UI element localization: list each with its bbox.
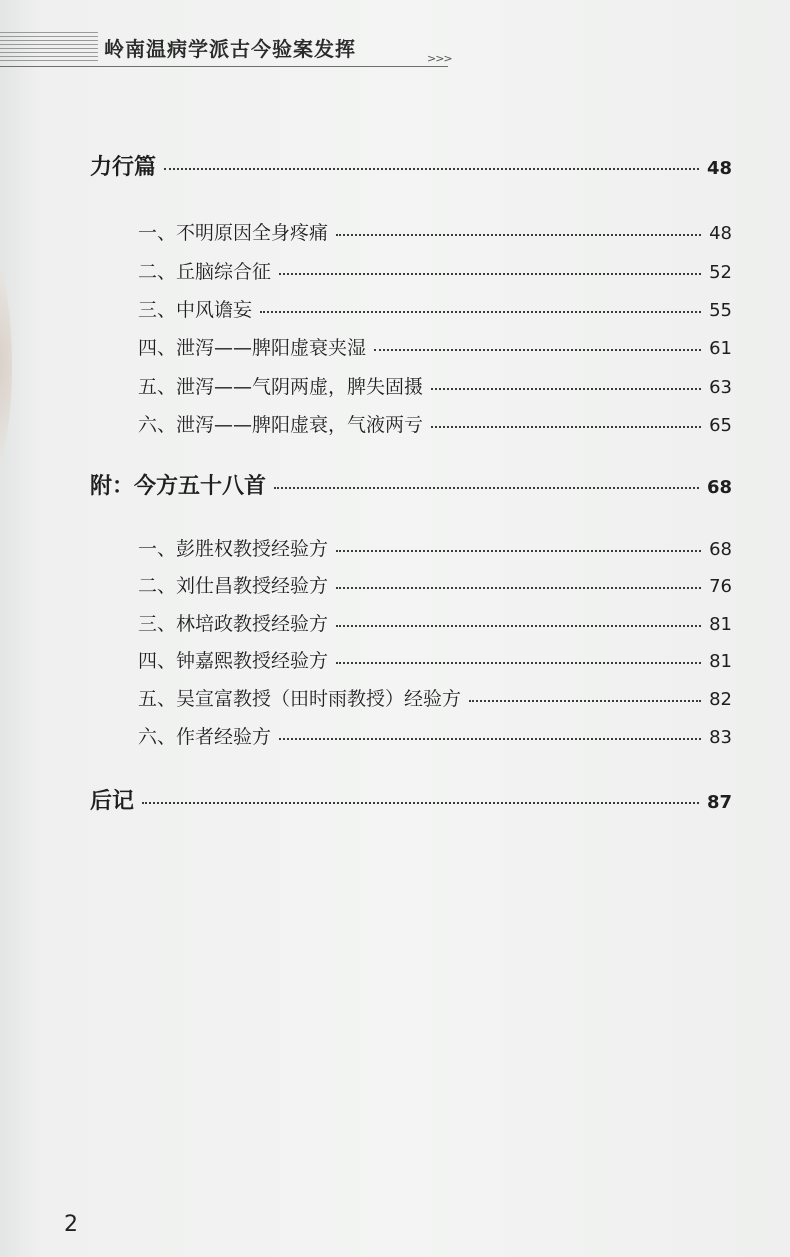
toc-page-number: 87 [706,792,732,813]
toc-entry[interactable] [138,333,732,360]
toc-page-number: 61 [709,338,732,359]
dot-leader [279,738,701,740]
toc-entry-label: 六、泄泻——脾阳虚衰，气液两亏 [138,414,424,436]
toc-page-number: 48 [706,158,732,179]
toc-entry-label: 一、不明原因全身疼痛 [138,222,329,244]
toc-page-number: 63 [709,377,732,398]
toc-entry[interactable] [138,609,732,636]
toc-section-title: 后记 [90,788,135,814]
toc-page-number: 48 [709,223,732,244]
footer-page-number: 2 [64,1212,78,1237]
toc-entry-label: 三、林培政教授经验方 [138,613,329,635]
toc-entry[interactable] [138,257,732,284]
toc-page-number: 68 [709,539,732,560]
toc-page-number: 83 [709,727,732,748]
toc-entry[interactable] [138,372,732,399]
toc-entry-label: 五、泄泻——气阴两虚，脾失固摄 [138,376,424,398]
toc-entry-label: 五、吴宣富教授（田时雨教授）经验方 [138,688,462,710]
dot-leader [469,700,701,702]
toc-entry-label: 一、彭胜权教授经验方 [138,538,329,560]
toc-entry-label: 二、丘脑综合征 [138,261,272,283]
toc-section-title: 附：今方五十八首 [90,473,267,499]
dot-leader [431,426,701,428]
dot-leader [274,487,699,489]
toc-entry[interactable] [138,684,732,711]
running-header-title: 岭南温病学派古今验案发挥 [104,37,356,61]
toc-entry-label: 四、泄泻——脾阳虚衰夹湿 [138,337,367,359]
toc-page-number: 68 [706,477,732,498]
toc-entry-label: 二、刘仕昌教授经验方 [138,575,329,597]
header-arrows-icon: >>> [427,52,452,65]
header-stripes-decoration [0,32,98,62]
toc-page-number: 65 [709,415,732,436]
dot-leader [431,388,701,390]
dot-leader [279,273,701,275]
toc-entry[interactable] [138,571,732,598]
toc-entry[interactable] [138,722,732,749]
toc-page-number: 52 [709,262,732,283]
dot-leader [336,550,701,552]
toc-page-number: 76 [709,576,732,597]
toc-entry-label: 四、钟嘉熙教授经验方 [138,650,329,672]
toc-entry[interactable] [138,218,732,245]
toc-page-number: 81 [709,614,732,635]
toc-section-afterword[interactable] [90,784,732,815]
dot-leader [336,625,701,627]
toc-entry[interactable] [138,534,732,561]
toc-section-appendix[interactable] [90,469,732,500]
toc-entry-label: 三、中风谵妄 [138,299,253,321]
toc-section-title: 力行篇 [90,154,157,180]
toc-entry[interactable] [138,295,732,322]
dot-leader [374,349,701,351]
dot-leader [336,662,701,664]
toc-entry[interactable] [138,646,732,673]
toc-page-number: 81 [709,651,732,672]
toc-entry-label: 六、作者经验方 [138,726,272,748]
header-rule [0,66,448,67]
toc-entry[interactable] [138,410,732,437]
toc-page-number: 55 [709,300,732,321]
dot-leader [260,311,701,313]
toc-page-number: 82 [709,689,732,710]
dot-leader [336,234,701,236]
dot-leader [164,168,699,170]
toc-section-lixing[interactable] [90,150,732,181]
dot-leader [336,587,701,589]
dot-leader [142,802,699,804]
